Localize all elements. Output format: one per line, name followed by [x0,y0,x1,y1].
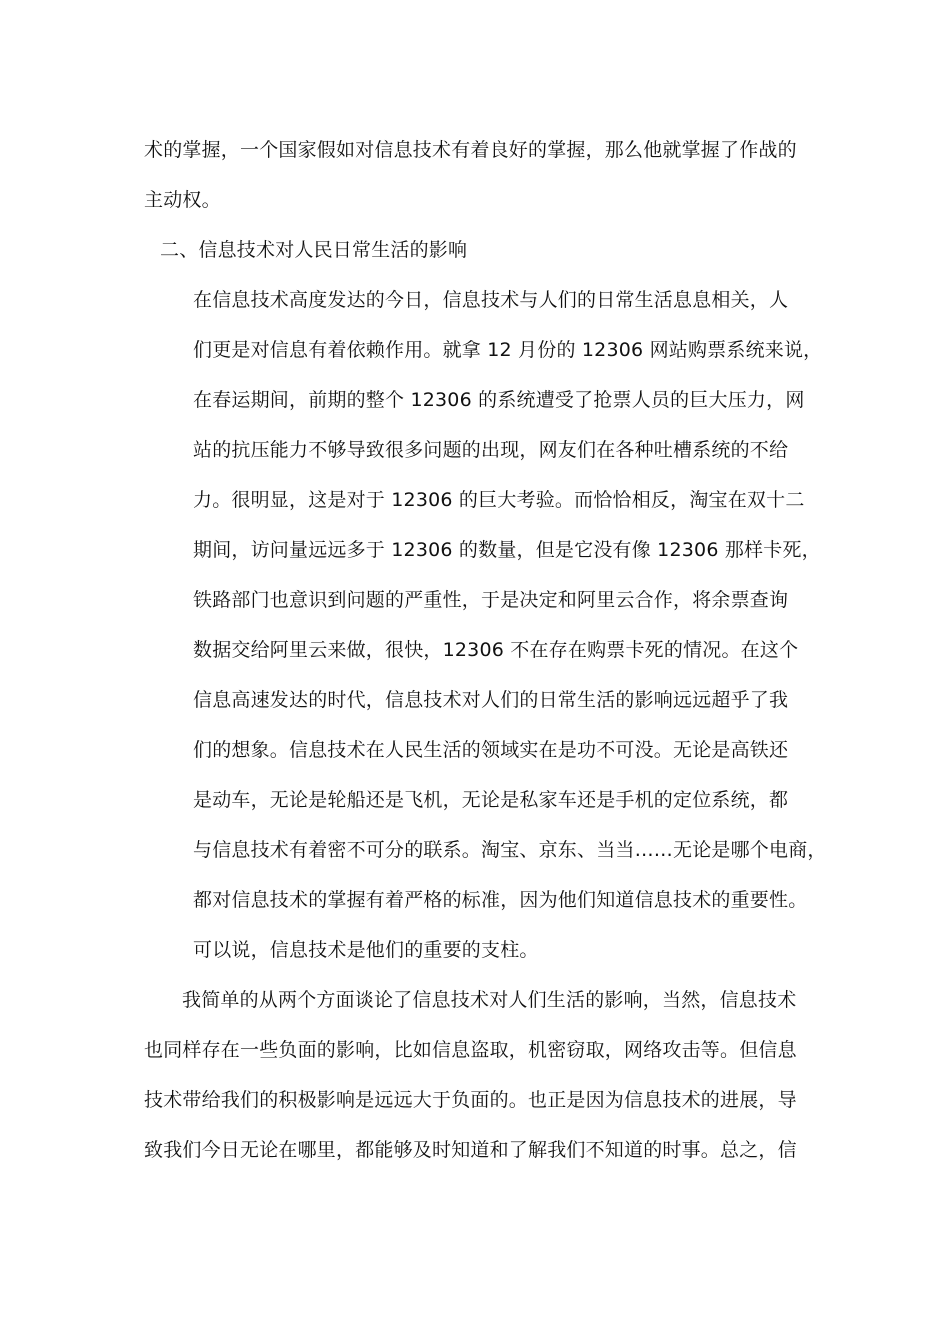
text-line: 主动权。 [144,189,221,211]
text-line: 力。很明显，这是对于 12306 的巨大考验。而恰恰相反，淘宝在双十二 [193,489,805,511]
text-line: 与信息技术有着密不可分的联系。淘宝、京东、当当……无论是哪个电商， [193,839,827,861]
text-line: 在信息技术高度发达的今日，信息技术与人们的日常生活息息相关，人 [193,289,789,311]
section-heading: 二、信息技术对人民日常生活的影响 [160,239,468,261]
text-line: 致我们今日无论在哪里，都能够及时知道和了解我们不知道的时事。总之，信 [144,1139,797,1161]
text-line: 铁路部门也意识到问题的严重性，于是决定和阿里云合作，将余票查询 [193,589,789,611]
text-line: 都对信息技术的掌握有着严格的标准，因为他们知道信息技术的重要性。 [193,889,808,911]
text-line: 数据交给阿里云来做，很快，12306 不在存在购票卡死的情况。在这个 [193,639,799,661]
text-line: 术的掌握，一个国家假如对信息技术有着良好的掌握，那么他就掌握了作战的 [144,139,797,161]
text-line: 我简单的从两个方面谈论了信息技术对人们生活的影响，当然，信息技术 [182,989,797,1011]
text-line: 们更是对信息有着依赖作用。就拿 12 月份的 12306 网站购票系统来说， [193,339,823,361]
text-line: 也同样存在一些负面的影响，比如信息盗取，机密窃取，网络攻击等。但信息 [144,1039,797,1061]
text-line: 站的抗压能力不够导致很多问题的出现，网友们在各种吐槽系统的不给 [193,439,789,461]
text-line: 在春运期间，前期的整个 12306 的系统遭受了抢票人员的巨大压力，网 [193,389,805,411]
text-line: 技术带给我们的积极影响是远远大于负面的。也正是因为信息技术的进展，导 [144,1089,797,1111]
text-line: 期间，访问量远远多于 12306 的数量，但是它没有像 12306 那样卡死， [193,539,821,561]
text-line: 是动车，无论是轮船还是飞机，无论是私家车还是手机的定位系统，都 [193,789,789,811]
text-line: 们的想象。信息技术在人民生活的领域实在是功不可没。无论是高铁还 [193,739,789,761]
text-line: 信息高速发达的时代，信息技术对人们的日常生活的影响远远超乎了我 [193,689,789,711]
text-line: 可以说，信息技术是他们的重要的支柱。 [193,939,539,961]
